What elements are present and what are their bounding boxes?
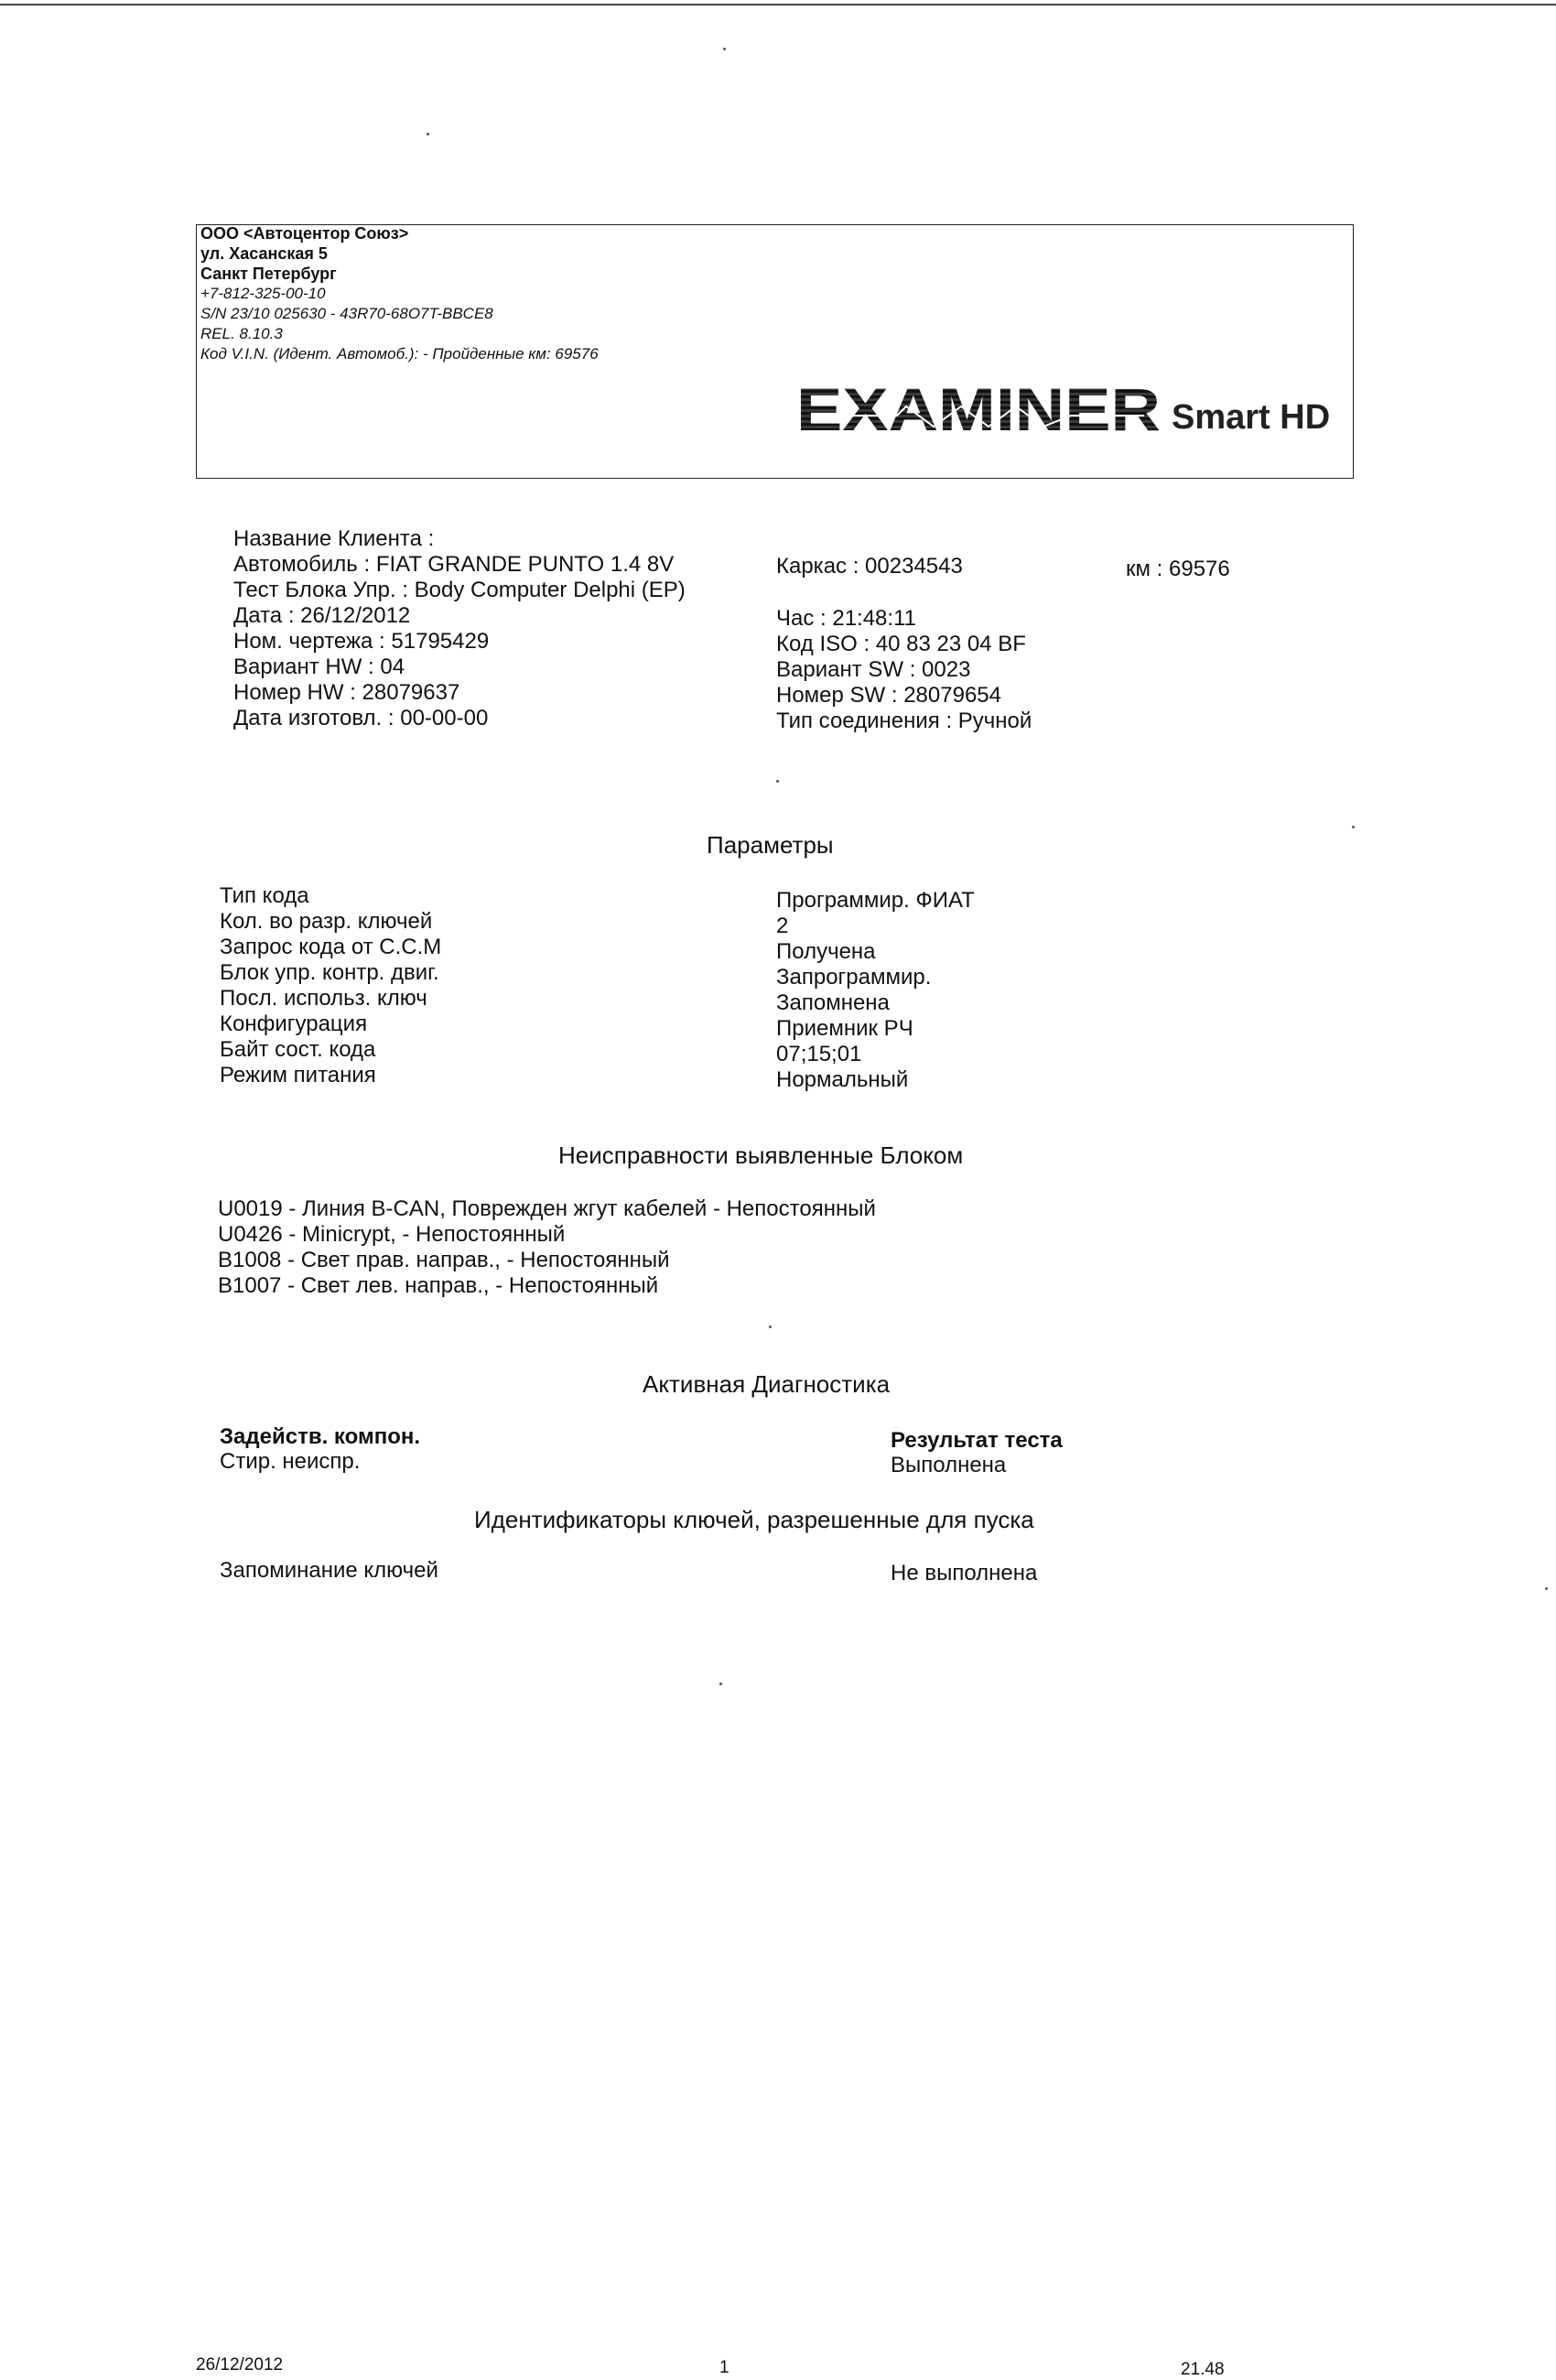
scan-speck [719, 1682, 722, 1685]
scan-speck [769, 1325, 772, 1328]
footer-date: 26/12/2012 [196, 2355, 284, 2375]
ecu-tested: Тест Блока Упр. : Body Computer Delphi (EP) [233, 578, 686, 602]
param-label: Режим питания [220, 1063, 376, 1087]
param-label: Посл. использ. ключ [220, 986, 427, 1011]
params-title: Параметры [707, 831, 834, 859]
test-result-header: Результат теста [891, 1428, 1063, 1453]
footer-page-number: 1 [719, 2358, 729, 2377]
vin-mileage-line: Код V.I.N. (Идент. Автомоб.): - Пройденные км: 69576 [200, 345, 599, 362]
sw-variant: Вариант SW : 0023 [776, 657, 971, 682]
hw-variant: Вариант HW : 04 [233, 654, 405, 679]
client-name: Название Клиента : [233, 526, 435, 551]
examiner-logo [796, 379, 1345, 443]
component-header: Задейств. компон. [220, 1424, 421, 1449]
page-top-edge-line [0, 4, 1556, 5]
hw-number: Номер HW : 28079637 [233, 680, 460, 705]
param-label: Конфигурация [220, 1012, 368, 1036]
param-label: Тип кода [220, 883, 309, 908]
scan-speck [1352, 826, 1355, 828]
active-diagnostics-title: Активная Диагностика [643, 1370, 891, 1398]
params-labels [220, 883, 441, 1088]
key-memorize-label: Запоминание ключей [220, 1558, 438, 1583]
fault-item: U0019 - Линия B-CAN, Поврежден жгут кабелей - Непостоянный [218, 1196, 876, 1221]
scan-speck [723, 48, 726, 50]
param-value: Нормальный [776, 1067, 909, 1092]
logo-smart-hd: Smart HD [1172, 398, 1331, 437]
test-time: Час : 21:48:11 [776, 606, 916, 631]
sw-number: Номер SW : 28079654 [776, 683, 1001, 708]
test-result-value: Выполнена [891, 1453, 1007, 1477]
company-street: ул. Хасанская 5 [200, 244, 328, 263]
fault-item: B1008 - Свет прав. направ., - Непостоянный [218, 1248, 670, 1272]
scan-speck [776, 780, 779, 783]
param-value: Получена [776, 939, 876, 964]
logo-wordmark: EXAMINER [796, 379, 1161, 443]
param-label: Байт сост. кода [220, 1037, 376, 1062]
device-serial: S/N 23/10 025630 - 43R70-68O7T-BBCE8 [200, 305, 493, 322]
vehicle-model: Автомобиль : FIAT GRANDE PUNTO 1.4 8V [233, 552, 675, 577]
key-memorize-value: Не выполнена [891, 1561, 1038, 1585]
footer-time: 21.48 [1181, 2360, 1225, 2379]
company-city: Санкт Петербург [200, 265, 337, 283]
param-label: Блок упр. контр. двиг. [220, 960, 439, 985]
param-value: 2 [776, 914, 789, 938]
fault-item: B1007 - Свет лев. направ., - Непостоянный [218, 1273, 659, 1298]
vehicle-info-left [233, 526, 686, 731]
fault-list [218, 1196, 876, 1299]
test-date: Дата : 26/12/2012 [233, 603, 411, 628]
params-values [776, 888, 975, 1093]
manufacture-date: Дата изготовл. : 00-00-00 [233, 706, 489, 730]
company-phone: +7-812-325-00-10 [200, 285, 326, 302]
param-value: Запрограммир. [776, 965, 932, 990]
faults-title: Неисправности выявленные Блоком [558, 1141, 964, 1169]
param-value: Приемник РЧ [776, 1016, 913, 1041]
param-value: 07;15;01 [776, 1042, 862, 1066]
param-label: Кол. во разр. ключей [220, 909, 433, 934]
scan-speck [427, 133, 429, 135]
vehicle-info-right [776, 606, 1032, 734]
software-release: REL. 8.10.3 [200, 325, 283, 342]
drawing-number: Ном. чертежа : 51795429 [233, 629, 490, 654]
company-name: ООО <Автоцентор Союз> [200, 224, 409, 243]
header-box [196, 224, 1354, 479]
frame-number: Каркас : 00234543 [776, 554, 963, 579]
component-name: Стир. неиспр. [220, 1449, 361, 1474]
connection-type: Тип соединения : Ручной [776, 709, 1032, 733]
param-label: Запрос кода от C.C.M [220, 935, 442, 959]
mileage-km: км : 69576 [1126, 557, 1230, 581]
iso-code: Код ISO : 40 83 23 04 BF [776, 632, 1026, 656]
param-value: Программир. ФИАТ [776, 888, 975, 913]
param-value: Запомнена [776, 990, 890, 1015]
fault-item: U0426 - Minicrypt, - Непостоянный [218, 1222, 566, 1247]
key-ids-title: Идентификаторы ключей, разрешенные для пуска [474, 1506, 1034, 1533]
scan-speck [1545, 1587, 1548, 1590]
